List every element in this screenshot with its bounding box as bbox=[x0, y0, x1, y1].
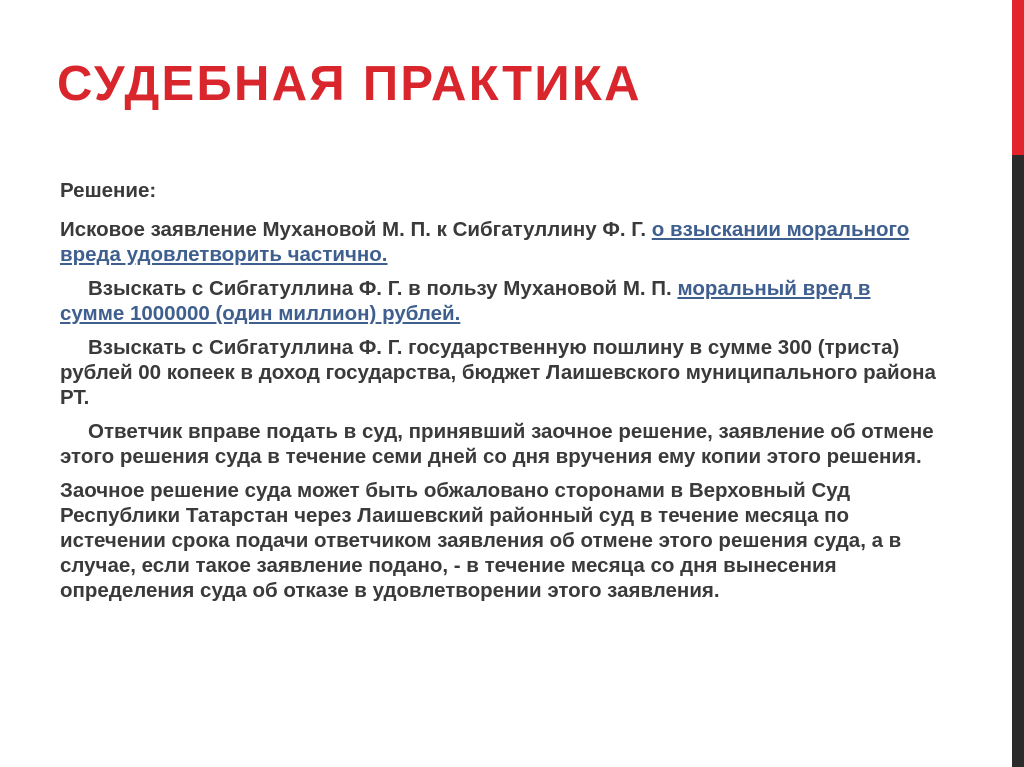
accent-bar-dark bbox=[1012, 155, 1024, 767]
slide-title: СУДЕБНАЯ ПРАКТИКА bbox=[57, 57, 642, 111]
paragraph-damages-text: Взыскать с Сибгатуллина Ф. Г. в пользу Мухановой М. П. bbox=[88, 277, 678, 300]
paragraph-claim-text: Исковое заявление Мухановой М. П. к Сибгатуллину Ф. Г. bbox=[60, 218, 652, 241]
accent-bar-red bbox=[1012, 0, 1024, 155]
decision-label: Решение: bbox=[60, 179, 157, 202]
paragraph-claim-link[interactable]: о взыскании морального вреда удовлетворить частично. bbox=[60, 218, 910, 266]
paragraph-damages bbox=[60, 276, 940, 326]
paragraph-claim bbox=[60, 217, 940, 267]
paragraph-fee: Взыскать с Сибгатуллина Ф. Г. государственную пошлину в сумме 300 (триста) рублей 00 копеек в доход государства, бюджет Лаишевского муниципального района РТ. bbox=[60, 336, 936, 409]
paragraph-appeal-right: Ответчик вправе подать в суд, принявший заочное решение, заявление об отмене этого решения суда в течение семи дней со дня вручения ему копии этого решения. bbox=[60, 420, 934, 468]
accent-bar bbox=[1012, 0, 1024, 767]
slide-content bbox=[60, 178, 940, 612]
paragraph-damages-link[interactable]: моральный вред в сумме 1000000 (один миллион) рублей. bbox=[60, 277, 871, 325]
paragraph-appeal-procedure: Заочное решение суда может быть обжаловано сторонами в Верховный Суд Республики Татарстан через Лаишевский районный суд в течение месяца по истечении срока подачи ответчиком заявления об отмене этого решения суда, а в случае, если такое заявление подано, - в течение месяца со дня вынесения определения суда об отказе в удовлетворении этого заявления. bbox=[60, 479, 902, 602]
